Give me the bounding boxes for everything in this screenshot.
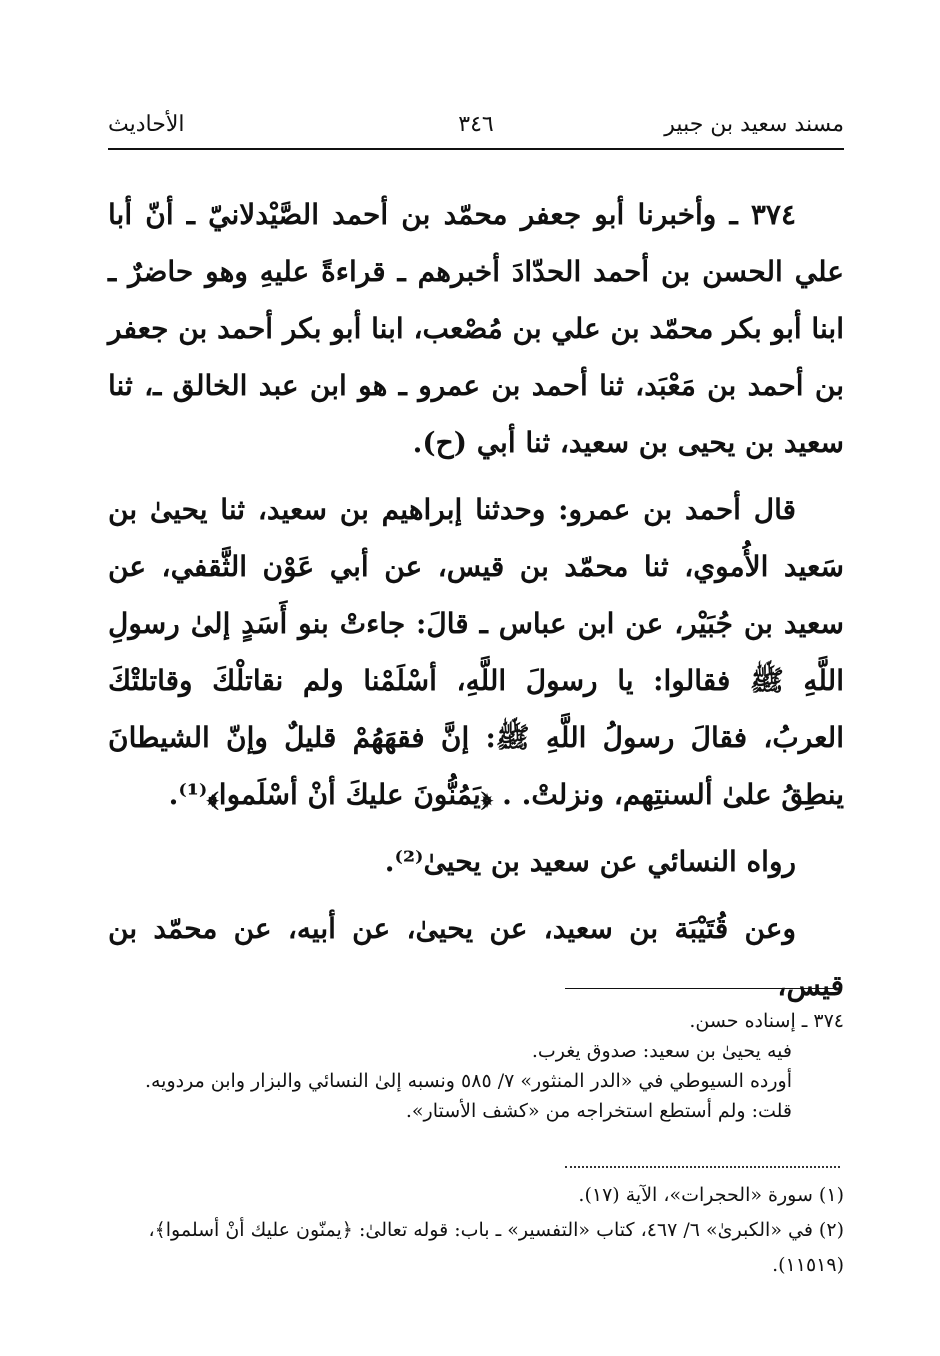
footnote-2: (٢) في «الكبرىٰ» ٦/ ٤٦٧، كتاب «التفسير» ـ باب: قوله تعالىٰ: ﴿يمنّون عليك أنْ أسلموا﴾، (١١٥١٩).: [148, 1219, 844, 1276]
commentary-line-1: ٣٧٤ ـ إسناده حسن.: [689, 1010, 844, 1032]
commentary: [100, 1006, 844, 1126]
page-number: ٣٤٦: [458, 112, 494, 137]
footnote-rule: [565, 988, 840, 989]
hadith-paragraph-3: رواه النسائي عن سعيد بن يحيىٰ⁽²⁾.: [384, 845, 796, 878]
hadith-paragraph-2: قال أحمد بن عمرو: وحدثنا إبراهيم بن سعيد، ثنا يحيىٰ بن سَعيد الأُموي، ثنا محمّد بن قيس، عن أبي عَوْن الثَّقفي، عن سعيد بن جُبَيْر، عن ابن عباس ـ قالَ: جاءتْ بنو أَسَدٍ إلىٰ رسولِ اللَّهِ ﷺ فقالوا: يا رسولَ اللَّهِ، أسْلَمْنا ولم نقاتلْكَ وقاتلتْكَ العربُ، فقالَ رسولُ اللَّهِ ﷺ: إنَّ فقهَهُمْ قليلٌ وإنّ الشيطانَ ينطِقُ علىٰ ألسنتِهم، ونزلتْ. . ﴿يَمُنُّونَ عليكَ أنْ أسْلَموا﴾⁽¹⁾.: [108, 493, 844, 811]
header-rule: [108, 148, 844, 150]
dotted-separator: [565, 1166, 840, 1168]
hadith-paragraph-1: ٣٧٤ ـ وأخبرنا أبو جعفر محمّد بن أحمد الصَّيْدلانيّ ـ أنّ أبا علي الحسن بن أحمد الحدّادَ أخبرهم ـ قراءةً عليهِ وهو حاضرٌ ـ ابنا أبو بكر محمّد بن علي بن مُصْعب، ابنا أبو بكر أحمد بن جعفر بن أحمد بن مَعْبَد، ثنا أحمد بن عمرو ـ هو ابن عبد الخالق ـ، ثنا سعيد بن يحيى بن سعيد، ثنا أبي (ح).: [108, 198, 844, 459]
book-title: مسند سعيد بن جبير: [664, 112, 844, 137]
main-text: [108, 176, 844, 1014]
footnotes: [100, 1178, 844, 1283]
footnote-1: (١) سورة «الحجرات»، الآية (١٧).: [578, 1184, 844, 1206]
hadith-paragraph-4: وعن قُتَيْبَة بن سعيد، عن يحيىٰ، عن أبيه، عن محمّد بن قيس،: [108, 912, 844, 1002]
commentary-line-2: فيه يحيىٰ بن سعيد: صدوق يغرب.: [531, 1040, 792, 1062]
commentary-line-3: أورده السيوطي في «الدر المنثور» ٧/ ٥٨٥ ونسبه إلىٰ النسائي والبزار وابن مردويه.: [144, 1070, 792, 1092]
commentary-line-4: قلت: ولم أستطع استخراجه من «كشف الأستار».: [405, 1100, 792, 1122]
section-title: الأحاديث: [108, 112, 185, 137]
page-header: [108, 112, 844, 148]
